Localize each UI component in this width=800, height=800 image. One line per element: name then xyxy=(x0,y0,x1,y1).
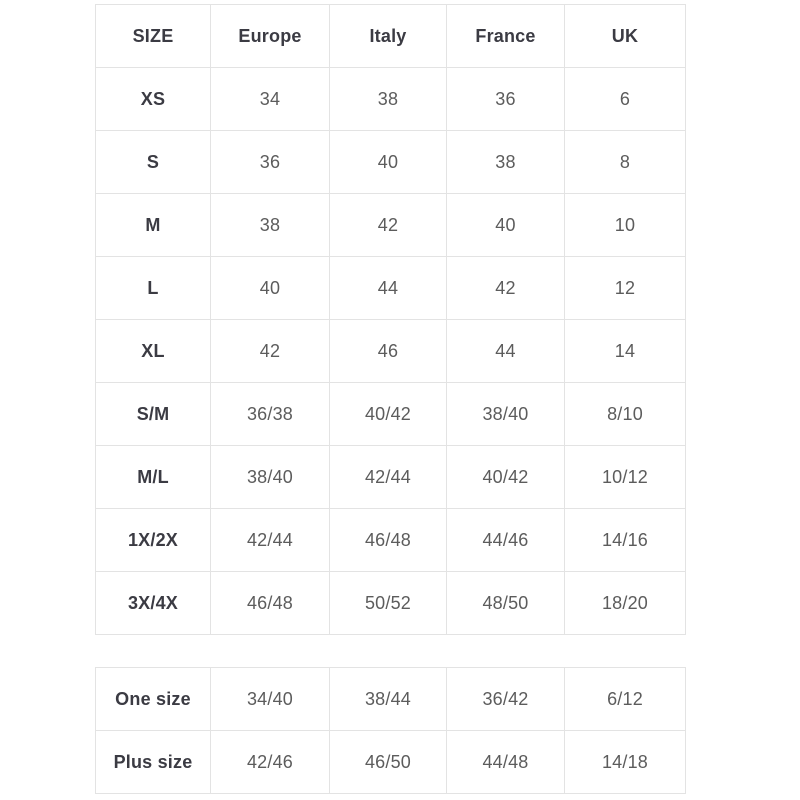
table-row-xl xyxy=(96,320,686,383)
cell-france: 44 xyxy=(447,320,565,383)
cell-uk: 6/12 xyxy=(565,668,686,731)
row-label: XL xyxy=(96,320,211,383)
cell-italy: 46/50 xyxy=(330,731,447,794)
row-label: L xyxy=(96,257,211,320)
row-label: XS xyxy=(96,68,211,131)
cell-italy: 42/44 xyxy=(330,446,447,509)
row-label: M/L xyxy=(96,446,211,509)
row-label: M xyxy=(96,194,211,257)
row-label: One size xyxy=(96,668,211,731)
special-sizes-table xyxy=(95,667,686,794)
cell-uk: 10 xyxy=(565,194,686,257)
cell-italy: 40 xyxy=(330,131,447,194)
row-label: 3X/4X xyxy=(96,572,211,635)
cell-europe: 36 xyxy=(211,131,330,194)
cell-france: 42 xyxy=(447,257,565,320)
row-label: Plus size xyxy=(96,731,211,794)
cell-uk: 14/18 xyxy=(565,731,686,794)
table-row-plus-size xyxy=(96,731,686,794)
row-label: S xyxy=(96,131,211,194)
cell-europe: 42/44 xyxy=(211,509,330,572)
cell-france: 36/42 xyxy=(447,668,565,731)
table-row-m-l xyxy=(96,446,686,509)
cell-italy: 44 xyxy=(330,257,447,320)
table-row-1x-2x xyxy=(96,509,686,572)
cell-uk: 14 xyxy=(565,320,686,383)
cell-europe: 34 xyxy=(211,68,330,131)
cell-italy: 40/42 xyxy=(330,383,447,446)
header-cell-size: SIZE xyxy=(96,5,211,68)
cell-uk: 6 xyxy=(565,68,686,131)
cell-italy: 50/52 xyxy=(330,572,447,635)
cell-france: 40/42 xyxy=(447,446,565,509)
cell-france: 36 xyxy=(447,68,565,131)
table-row-s-m xyxy=(96,383,686,446)
cell-uk: 8/10 xyxy=(565,383,686,446)
cell-uk: 18/20 xyxy=(565,572,686,635)
table-row-one-size xyxy=(96,668,686,731)
cell-italy: 42 xyxy=(330,194,447,257)
cell-italy: 46 xyxy=(330,320,447,383)
cell-europe: 46/48 xyxy=(211,572,330,635)
size-conversion-table xyxy=(95,4,686,635)
cell-europe: 38/40 xyxy=(211,446,330,509)
header-cell-europe: Europe xyxy=(211,5,330,68)
cell-uk: 14/16 xyxy=(565,509,686,572)
row-label: S/M xyxy=(96,383,211,446)
table-row-xs xyxy=(96,68,686,131)
header-cell-uk: UK xyxy=(565,5,686,68)
table-row-s xyxy=(96,131,686,194)
cell-europe: 42 xyxy=(211,320,330,383)
cell-france: 48/50 xyxy=(447,572,565,635)
cell-france: 38 xyxy=(447,131,565,194)
table-row-3x-4x xyxy=(96,572,686,635)
cell-italy: 38 xyxy=(330,68,447,131)
table-row-m xyxy=(96,194,686,257)
cell-italy: 46/48 xyxy=(330,509,447,572)
cell-france: 44/48 xyxy=(447,731,565,794)
cell-europe: 38 xyxy=(211,194,330,257)
row-label: 1X/2X xyxy=(96,509,211,572)
cell-italy: 38/44 xyxy=(330,668,447,731)
cell-uk: 10/12 xyxy=(565,446,686,509)
cell-france: 40 xyxy=(447,194,565,257)
cell-france: 38/40 xyxy=(447,383,565,446)
cell-europe: 34/40 xyxy=(211,668,330,731)
cell-europe: 40 xyxy=(211,257,330,320)
cell-uk: 8 xyxy=(565,131,686,194)
cell-europe: 36/38 xyxy=(211,383,330,446)
header-cell-france: France xyxy=(447,5,565,68)
cell-europe: 42/46 xyxy=(211,731,330,794)
header-row xyxy=(96,5,686,68)
table-row-l xyxy=(96,257,686,320)
cell-france: 44/46 xyxy=(447,509,565,572)
cell-uk: 12 xyxy=(565,257,686,320)
header-cell-italy: Italy xyxy=(330,5,447,68)
